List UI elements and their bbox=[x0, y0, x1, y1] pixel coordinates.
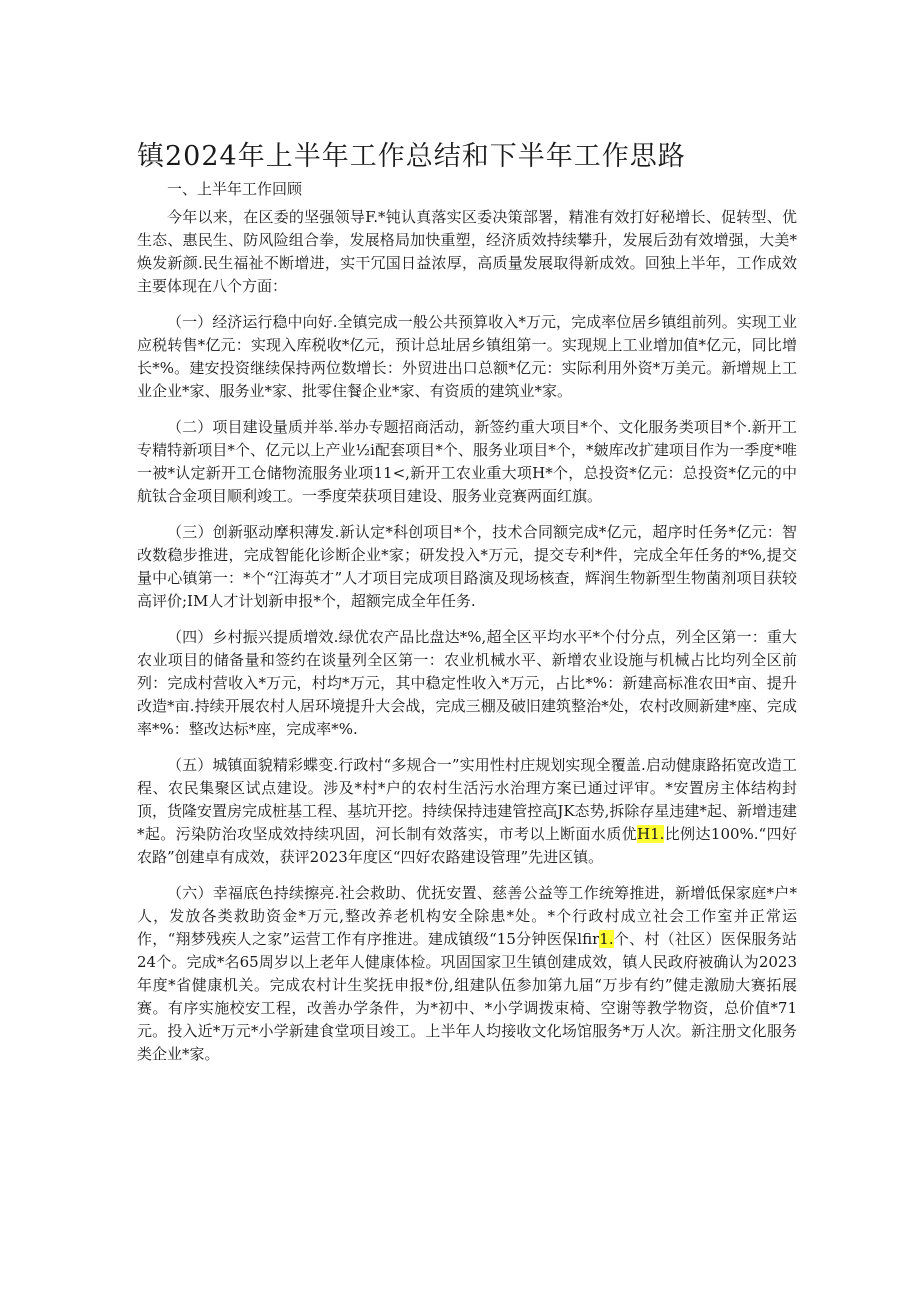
paragraph-urban-text-a: （五）城镇面貌精彩蝶变.行政村“多规合一”实用性村庄规划实现全覆盖.启动健康路拓宽改造工程、农民集聚区试点建设。涉及*村*户的农村生活污水治理方案已通过评审。*安置房主体结构封顶，货隆安置房完成桩基工程、基坑开挖。持续保持违建管控高JK态势,拆除存星违建*起、新增违建*起。污染防治攻坚成效持续巩固，河长制有效落实，市考以上断面水质优 bbox=[137, 756, 797, 843]
document-body bbox=[137, 178, 797, 1079]
paragraph-urban-text-b: 比例达100%.“四好农路”创建卓有成效，获评2023年度区“四好农路建设管理”先进区镇。 bbox=[137, 825, 797, 866]
section-heading: 一、上半年工作回顾 bbox=[167, 180, 303, 198]
paragraph-rural: （四）乡村振兴提质增效.绿优农产品比盘达*%,超全区平均水平*个付分点，列全区第一：重大农业项目的储备量和签约在谈量列全区第一：农业机械水平、新增农业设施与机械占比均列全区前列：完成村营收入*万元，村均*万元，其中稳定性收入*万元，占比*%：新建高标准农田*亩、提升改造*亩.持续开展农村人居环境提升大会战，完成三棚及破旧建筑整治*处，农村改厕新建*座、完成率*%：整改达标*座，完成率*%. bbox=[137, 628, 797, 738]
document-title: 镇2024年上半年工作总结和下半年工作思路 bbox=[137, 141, 686, 172]
paragraph-welfare-text-b: 个、村（社区）医保服务站24个。完成*名65周岁以上老年人健康体检。巩固国家卫生镇创建成效，镇人民政府被确认为2023年度*省健康机关。完成农村计生奖抚申报*份,组建队伍参加第九届“万步有约”健走激励大赛拓展赛。有序实施校安工程，改善办学条件，为*初中、*小学调拨束椅、空谢等教学物资，总价值*71元。投入近*万元*小学新建食堂项目竣工。上半年人均接收文化场馆服务*万人次。新注册文化服务类企业*家。 bbox=[137, 930, 797, 1063]
paragraph-projects: （二）项目建设量质并举.举办专题招商活动，新签约重大项目*个、文化服务类项目*个.新开工专精特新项目*个、亿元以上产业½i配套项目*个、服务业项目*个，*皴库改扩建项目作为一季度*唯一被*认定新开工仓储物流服务业项11<,新开工农业重大项H*个，总投资*亿元：总投资*亿元的中航钛合金项目顺利竣工。一季度荣获项目建设、服务业竞赛两面红旗。 bbox=[137, 418, 797, 505]
paragraph-welfare bbox=[137, 882, 797, 1066]
highlight-mark: 1. bbox=[599, 930, 614, 948]
paragraph-innovation: （三）创新驱动摩积薄发.新认定*科创项目*个，技术合同额完成*亿元，超序时任务*亿元：智改数稳步推进，完成智能化诊断企业*家；研发投入*万元，提交专利*件，完成全年任务的*%,提交量中心镇第一：*个“江海英才”人才项目完成项目路演及现场核查，辉润生物新型生物菌剂项目获较高评价;IM人才计划新申报*个，超额完成全年任务. bbox=[137, 523, 797, 610]
paragraph-economy: （一）经济运行稳中向好.全镇完成一般公共预算收入*万元，完成率位居乡镇组前列。实现工业应税转售*亿元：实现入库税收*亿元，预计总址居乡镇组第一。实现规上工业增加值*亿元，同比增长*%。建安投资继续保持两位数增长：外贸进出口总额*亿元：实际利用外资*万美元。新增规上工业企业*家、服务业*家、批零住餐企业*家、有资质的建筑业*家。 bbox=[137, 313, 797, 400]
paragraph-urban bbox=[137, 754, 797, 869]
highlight-mark: H1. bbox=[636, 825, 665, 843]
paragraph-welfare-text-a: （六）幸福底色持续擦亮.社会救助、优抚安置、慈善公益等工作统筹推进，新增低保家庭*户*人，发放各类救助资金*万元,整改养老机构安全除患*处。*个行政村成立社会工作室并正常运作，“翔梦残疾人之家”运营工作有序推进。建成镇级“15分钟医保lfir bbox=[137, 884, 797, 948]
intro-paragraph: 今年以来，在区委的坚强领导F.*钝认真落实区委决策部署，精准有效打好秘增长、促转型、优生态、惠民生、防风险组合拳，发展格局加快重塑，经济质效持续攀升，发展后劲有效增强，大美*焕发新颜.民生福祉不断增进，实干冗国日益浓厚，高质量发展取得新成效。回独上半年，工作成效主要体现在八个方面： bbox=[137, 208, 797, 295]
